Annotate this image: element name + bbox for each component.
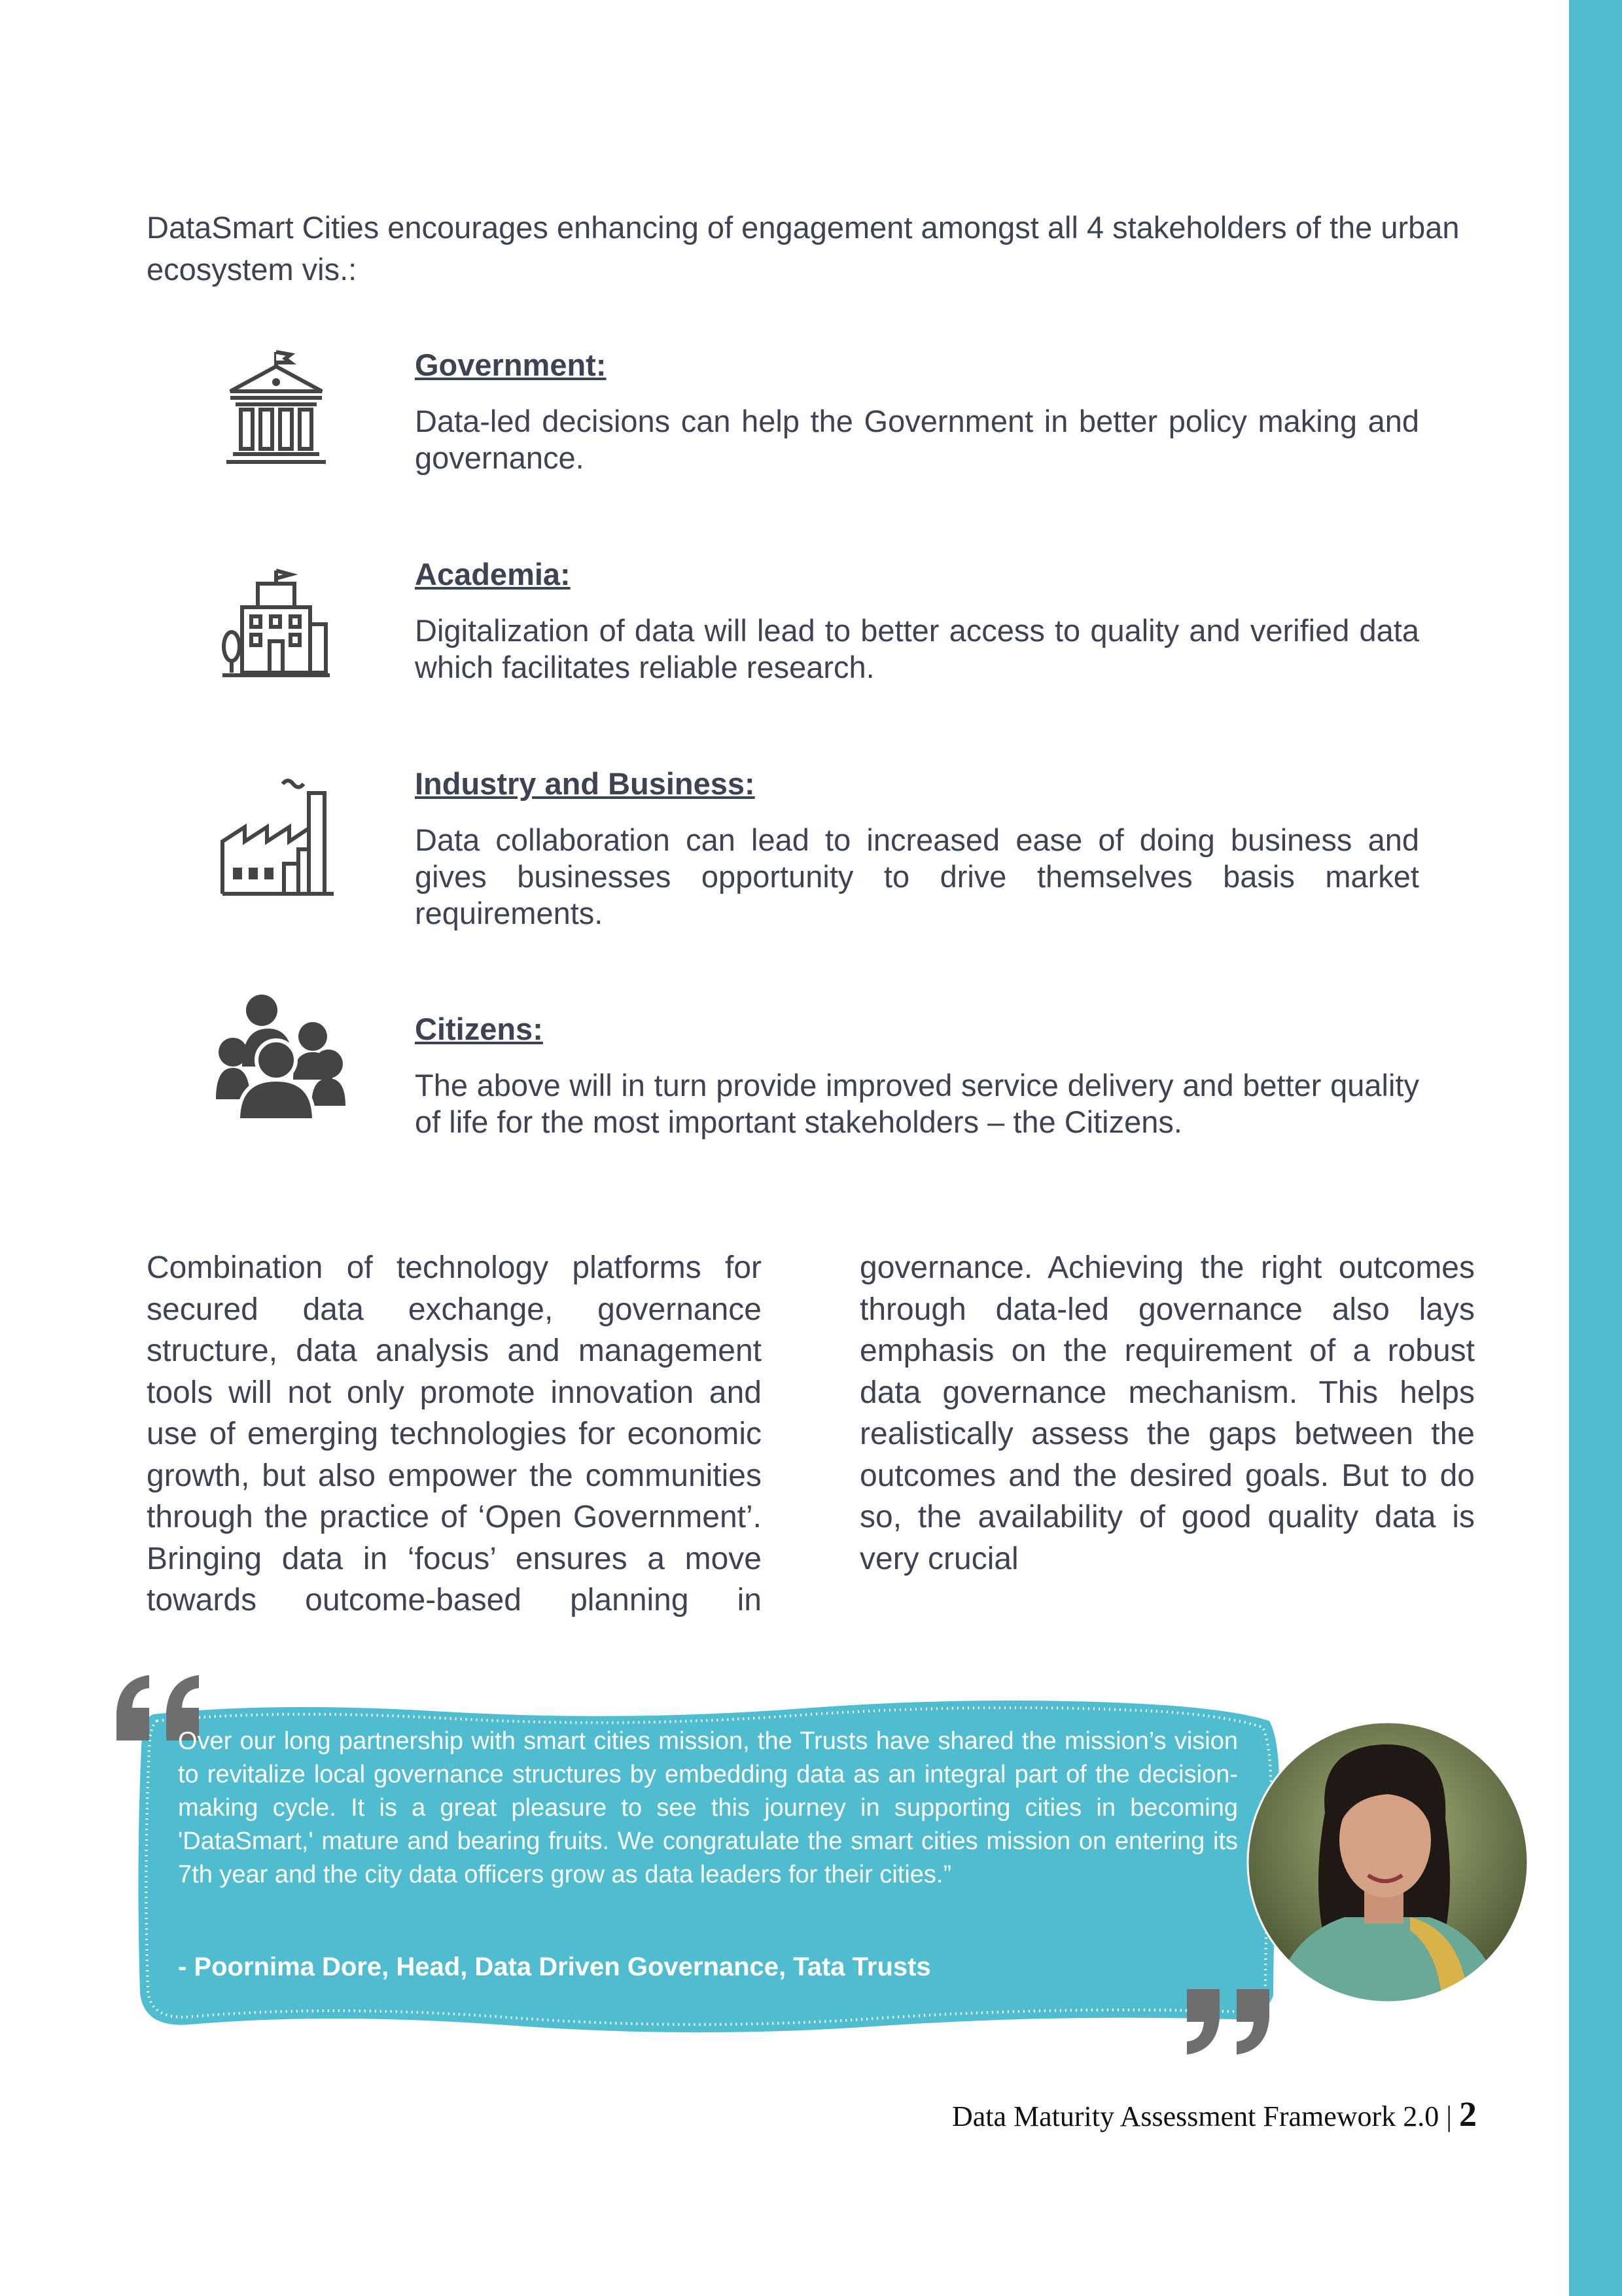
- side-accent-bar: [1569, 0, 1622, 2296]
- body-text-right-column: governance. Achieving the right outcomes through data-led governance also lays emphasis on the requirement of a robust data governance mechanism. This helps realistically assess the gaps between the outcomes and the desired goals. But to do so, the availability of good quality data is very crucial: [860, 1250, 1475, 1576]
- stakeholder-academia: [415, 556, 1419, 686]
- quote-author: - Poornima Dore, Head, Data Driven Governance, Tata Trusts: [178, 1952, 931, 1981]
- people-group-icon: [216, 995, 345, 1120]
- school-building-icon: [220, 568, 332, 679]
- body-text-left-column: Combination of technology platforms for secured data exchange, governance structure, data analysis and management tools will not only promote innovation and use of emerging technologies for economic growth, but also empower the communities through the practice of ‘Open Government’. Bringing data in ‘focus’ ensures a move towards outcome-based planning in: [147, 1250, 762, 1617]
- stakeholder-title: Citizens:: [415, 1012, 543, 1046]
- intro-paragraph: DataSmart Cities encourages enhancing of engagement amongst all 4 stakeholders of the urban ecosystem vis.:: [147, 210, 1460, 287]
- factory-icon: [219, 776, 339, 898]
- stakeholder-title: Industry and Business:: [415, 766, 755, 801]
- stakeholder-description: Data-led decisions can help the Government in better policy making and governance.: [415, 404, 1419, 475]
- stakeholder-title: Government:: [415, 347, 607, 382]
- stakeholder-government: [415, 347, 1419, 476]
- footer-title: Data Maturity Assessment Framework 2.0 |: [951, 2100, 1452, 2132]
- stakeholder-citizens: [415, 1011, 1419, 1140]
- stakeholder-description: Data collaboration can lead to increased ease of doing business and gives businesses opportunity to drive themselves basis market requirements.: [415, 822, 1419, 930]
- quote-text: Over our long partnership with smart cities mission, the Trusts have shared the mission’s vision to revitalize local governance structures by embedding data as an integral part of the decision-making cycle. It is a great pleasure to see this journey in supporting cities in becoming 'DataSmart,' mature and bearing fruits. We congratulate the smart cities mission on entering its 7th year and the city data officers grow as data leaders for their cities.”: [178, 1727, 1238, 1888]
- page-number: 2: [1459, 2094, 1477, 2134]
- portrait-photo: [1246, 1721, 1529, 2004]
- stakeholder-industry: [415, 766, 1419, 932]
- stakeholder-description: Digitalization of data will lead to better access to quality and verified data which facilitates reliable research.: [415, 613, 1419, 684]
- stakeholder-description: The above will in turn provide improved service delivery and better quality of life for the most important stakeholders – the Citizens.: [415, 1068, 1419, 1139]
- page-footer: [952, 2094, 1477, 2134]
- stakeholder-title: Academia:: [415, 557, 571, 592]
- government-building-icon: [222, 349, 330, 471]
